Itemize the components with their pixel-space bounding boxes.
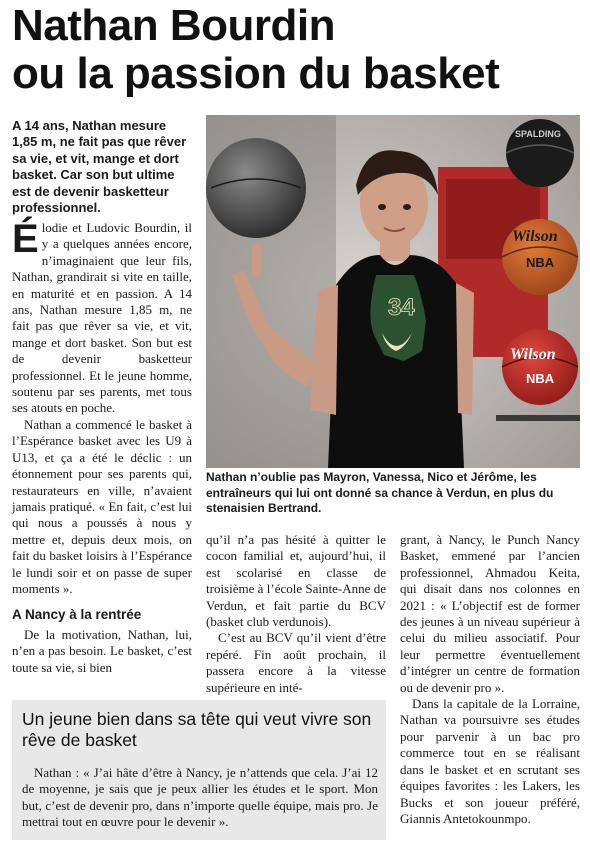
drop-cap: É — [12, 217, 39, 261]
jersey-number: 34 — [388, 294, 415, 321]
photo-illustration — [206, 115, 580, 468]
sidebar-box-text: Nathan : « J’ai hâte d’être à Nancy, je n’attends que cela. J’ai 12 de moyenne, je sais que je peux allier les études et le sport. Mon but, c’est de devenir pro, dans n’importe quelle équipe, mais pro. Je mettrai tout en œuvre pour le devenir ». — [22, 765, 378, 830]
nba-label-2: NBA — [526, 371, 555, 386]
spalding-label: SPALDING — [515, 129, 561, 139]
subheading-nancy: A Nancy à la rentrée — [12, 607, 142, 623]
col3-paragraph-1: grant, à Nancy, le Punch Nancy Basket, emmené par l’ancien professionnel, Ahmadou Keita, qui disait dans nos colonnes en 2021 : « L’objectif est de former des jeunes à un niveau supérieur à celui du milieu associatif. Pour leur permettre éventuellement d’intégrer un centre de formation ou de devenir pro ». — [400, 532, 580, 695]
wilson-label-2: Wilson — [510, 346, 556, 363]
headline — [12, 2, 582, 98]
sidebar-box-title: Un jeune bien dans sa tête qui veut vivre son rêve de basket — [22, 709, 372, 750]
headline-line-1: Nathan Bourdin — [12, 1, 335, 50]
col3-paragraph-2: Dans la capitale de la Lorraine, Nathan va poursuivre ses études pour parvenir à un bac pro commerce tout en se réalisant dans le basket et en scrutant ses équipes favorites : les Lakers, les Bucks et son joueur préféré, Giannis Antetokounmpo. — [400, 696, 580, 826]
nba-label-1: NBA — [526, 255, 555, 270]
col1-paragraph-1-text: lodie et Ludovic Bourdin, il y a quelques années encore, n’imaginaient que leur fils, Nathan, grandirait si vite en taille, en maturité et en passion. A 14 ans, Nathan mesure 1,85 m, ne fait pas que rêver sa vie, et vit, mange et dort basket. Son but est de devenir basketteur professionnel. Et le jeune homme, soutenu par ses parents, met tous ses atouts en poche. — [12, 220, 192, 416]
photo-caption: Nathan n’oublie pas Mayron, Vanessa, Nico et Jérôme, les entraîneurs qui lui ont donné sa chance à Verdun, en plus du stenaisien Bertrand. — [206, 470, 554, 515]
col1-paragraph-2: Nathan a commencé le basket à l’Espérance basket avec les U9 à U13, et ça a été le déclic : un étonnement pour ses parents qui, restaurateurs en ville, n’avaient jamais pratiqué. « En fait, c’est lui qui nous a poussés à nous y mettre et, depuis deux mois, on fait du basket loisirs à l’Espérance le lundi soir et on passe de super moments ». — [12, 416, 192, 596]
column-1 — [12, 217, 192, 676]
wilson-red-ball — [502, 329, 578, 405]
wilson-label-1: Wilson — [512, 228, 558, 245]
column-3 — [400, 532, 580, 827]
col2-paragraph-2: C’est au BCV qu’il vient d’être repéré. Fin août prochain, il passera encore à la vitesse supérieure en inté- — [206, 630, 386, 695]
headline-line-2: ou la passion du basket — [12, 49, 500, 98]
article-photo — [206, 115, 580, 468]
col2-paragraph-1: qu’il n’a pas hésité à quitter le cocon familial et, aujourd’hui, il est scolarisé en classe de troisième à l’école Sainte-Anne de Verdun, et fait partie du BCV (basket club verdunois). — [206, 532, 386, 630]
col1-paragraph-3: De la motivation, Nathan, lui, n’en a pas besoin. Le basket, c’est toute sa vie, si bien — [12, 626, 192, 675]
sidebar-box — [12, 700, 386, 840]
spinning-basketball — [206, 138, 306, 238]
column-2 — [206, 532, 386, 696]
col1-paragraph-1 — [12, 217, 192, 417]
lead-paragraph: A 14 ans, Nathan mesure 1,85 m, ne fait pas que rêver sa vie, et vit, mange et dort basket. Car son but ultime est de devenir basketteur professionnel. — [12, 118, 187, 216]
